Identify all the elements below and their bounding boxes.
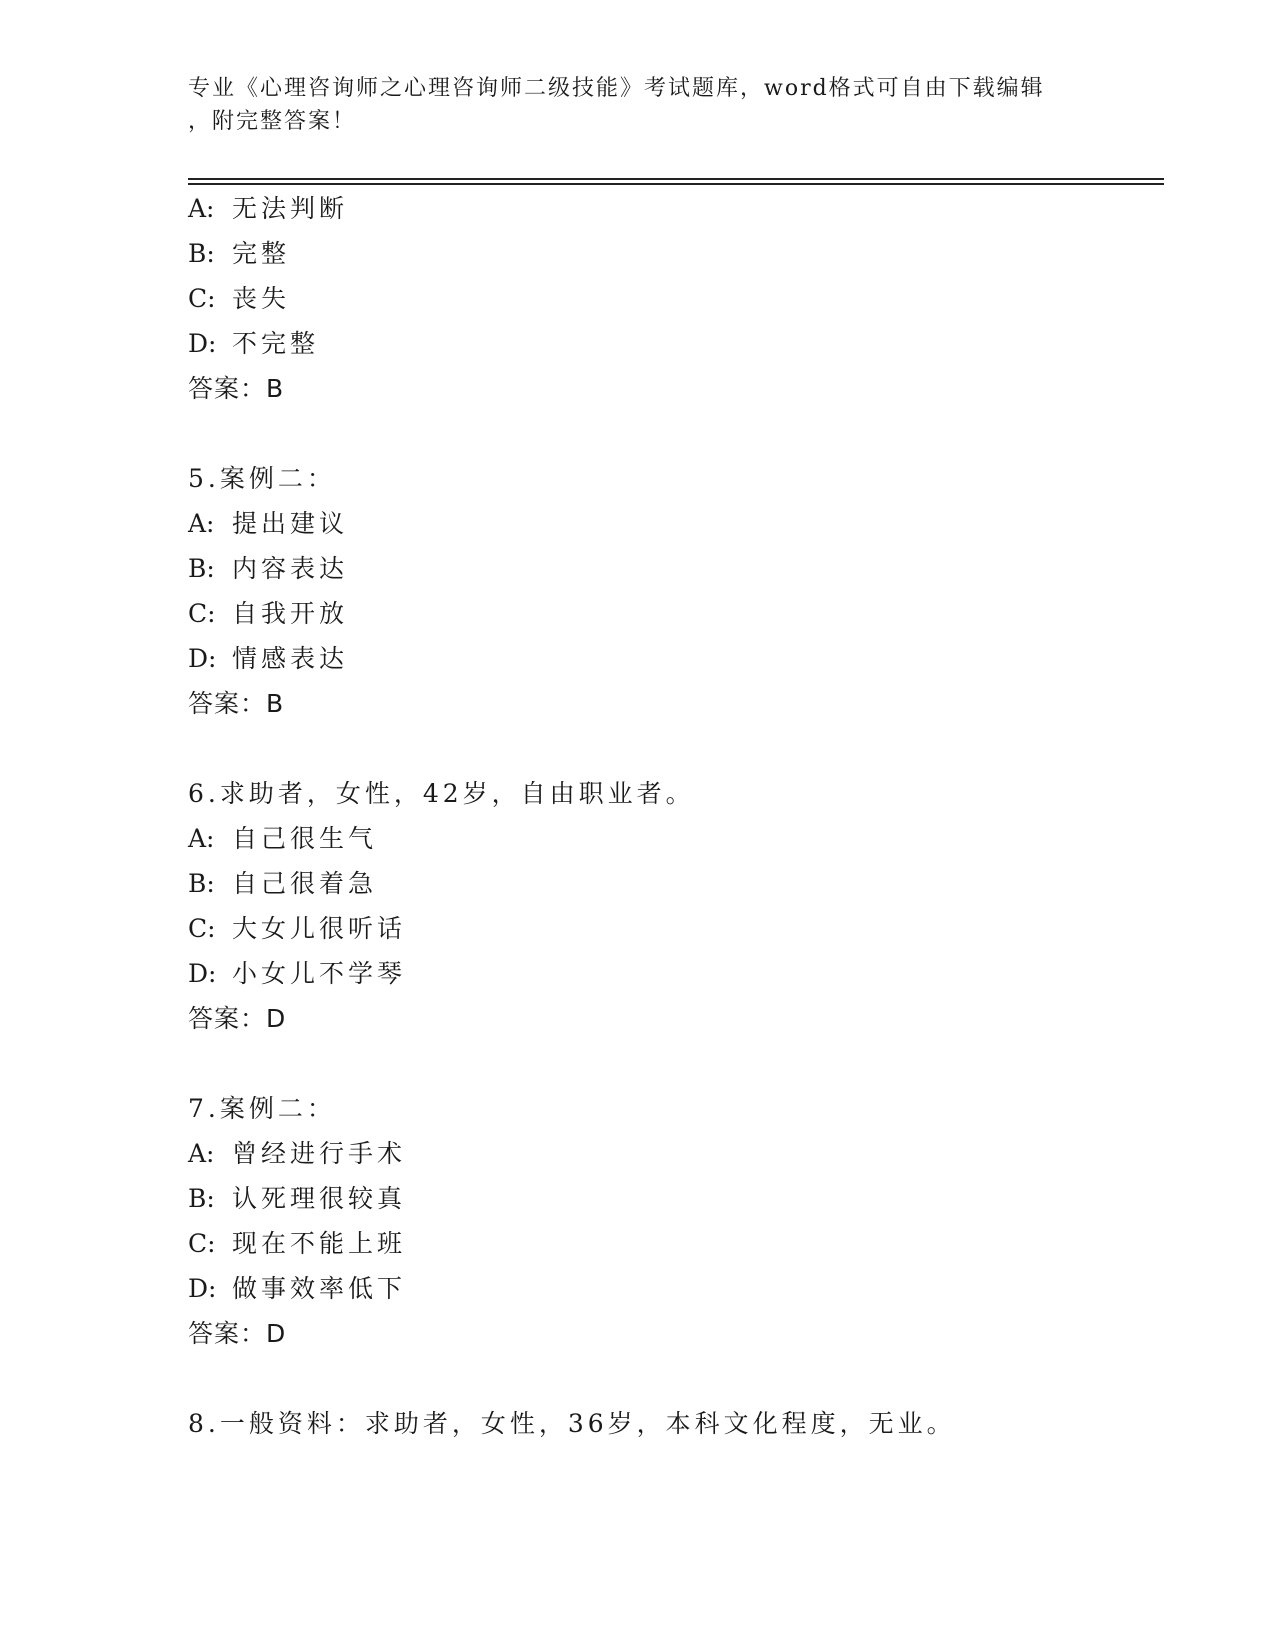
- answer-line: 答案：D: [188, 1319, 287, 1348]
- option-label: C:: [188, 284, 216, 313]
- option-c: [188, 914, 406, 944]
- option-c: [188, 1229, 406, 1259]
- option-a: [188, 824, 377, 854]
- option-label: A:: [188, 194, 215, 223]
- option-label: D:: [188, 644, 217, 673]
- option-b: [188, 239, 290, 269]
- option-b: [188, 869, 377, 899]
- option-text: 做事效率低下: [232, 1274, 407, 1303]
- option-label: B:: [188, 554, 215, 583]
- option-text: 提出建议: [232, 509, 349, 538]
- option-text: 自己很生气: [232, 824, 378, 853]
- option-text: 情感表达: [232, 644, 349, 673]
- option-b: [188, 1184, 406, 1214]
- option-label: C:: [188, 599, 216, 628]
- answer-line: 答案：B: [188, 374, 285, 403]
- option-d: [188, 1274, 406, 1304]
- option-b: [188, 554, 348, 584]
- option-text: 自己很着急: [232, 869, 378, 898]
- option-text: 内容表达: [232, 554, 349, 583]
- header-line-2: ，附完整答案！: [188, 109, 357, 134]
- question-stem-6: 6.求助者，女性，42岁，自由职业者。: [188, 779, 695, 808]
- option-text: 曾经进行手术: [232, 1139, 407, 1168]
- option-label: A:: [188, 509, 215, 538]
- option-a: [188, 194, 348, 224]
- option-label: B:: [188, 1184, 215, 1213]
- question-stem-7: 7.案例二：: [188, 1094, 336, 1123]
- option-label: C:: [188, 914, 216, 943]
- option-a: [188, 509, 348, 539]
- header-line-1: 专业《心理咨询师之心理咨询师二级技能》考试题库，word格式可自由下载编辑: [188, 76, 1045, 101]
- question-stem-5: 5.案例二：: [188, 464, 336, 493]
- option-a: [188, 1139, 406, 1169]
- option-c: [188, 599, 348, 629]
- option-text: 无法判断: [232, 194, 349, 223]
- option-label: A:: [188, 824, 215, 853]
- option-label: D:: [188, 1274, 217, 1303]
- option-text: 现在不能上班: [232, 1229, 407, 1258]
- answer-line: 答案：D: [188, 1004, 287, 1033]
- option-text: 不完整: [232, 329, 320, 358]
- option-d: [188, 644, 348, 674]
- option-label: B:: [188, 869, 215, 898]
- option-label: A:: [188, 1139, 215, 1168]
- header-rule-top: [188, 178, 1164, 180]
- option-label: D:: [188, 959, 217, 988]
- option-text: 大女儿很听话: [232, 914, 407, 943]
- option-d: [188, 959, 406, 989]
- option-text: 小女儿不学琴: [232, 959, 407, 988]
- answer-line: 答案：B: [188, 689, 285, 718]
- header-rule-bottom: [188, 183, 1164, 185]
- option-d: [188, 329, 319, 359]
- option-label: B:: [188, 239, 215, 268]
- option-label: C:: [188, 1229, 216, 1258]
- option-label: D:: [188, 329, 217, 358]
- option-text: 自我开放: [232, 599, 349, 628]
- option-text: 认死理很较真: [232, 1184, 407, 1213]
- option-c: [188, 284, 290, 314]
- option-text: 丧失: [232, 284, 291, 313]
- document-header: [188, 72, 1088, 138]
- question-stem-8: 8.一般资料：求助者，女性，36岁，本科文化程度，无业。: [188, 1409, 956, 1438]
- option-text: 完整: [232, 239, 291, 268]
